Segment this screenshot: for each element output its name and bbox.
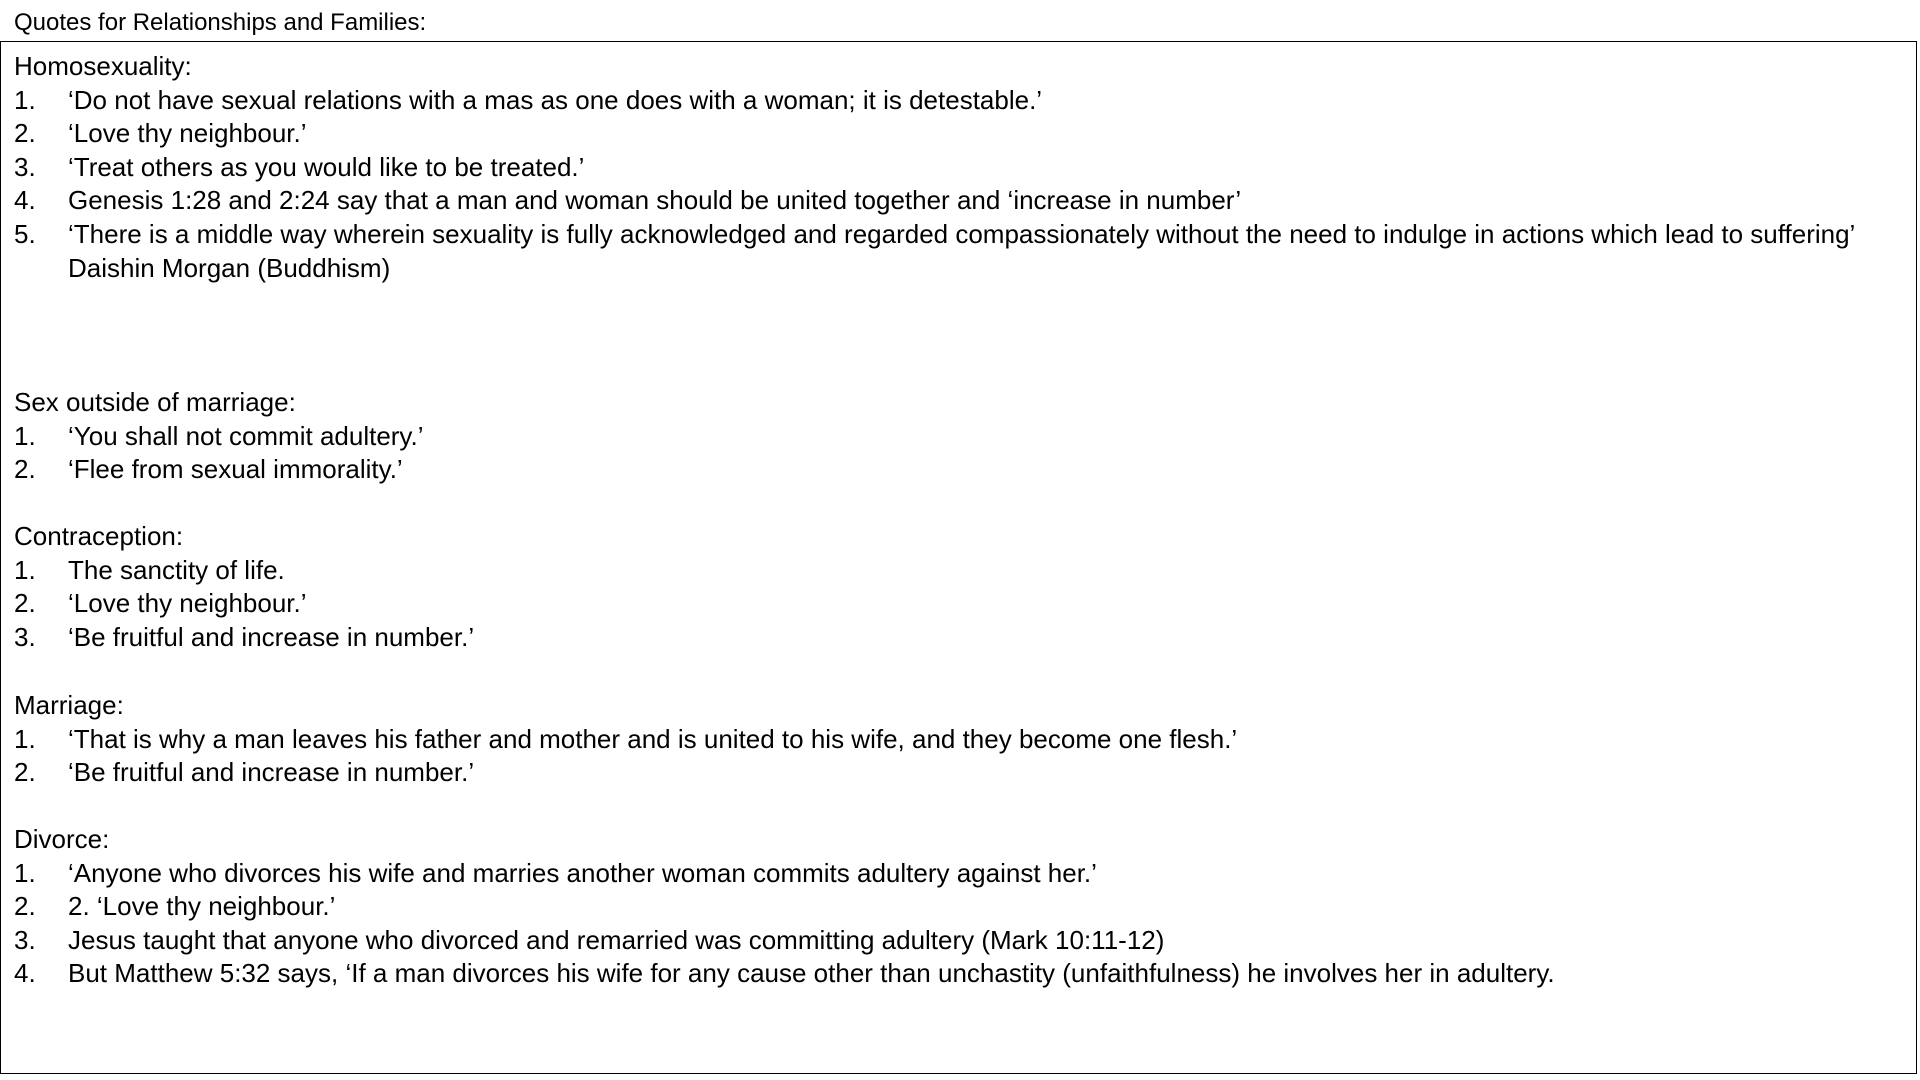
item-number: 2.: [14, 588, 36, 619]
item-text: ‘Be fruitful and increase in number.’: [68, 621, 475, 652]
quote-item: [14, 924, 1894, 958]
item-number: 1.: [14, 723, 36, 754]
item-text: ‘Flee from sexual immorality.’: [68, 454, 403, 485]
item-number: 2.: [14, 757, 36, 788]
item-text: ‘Be fruitful and increase in number.’: [68, 757, 475, 788]
item-text: ‘Love thy neighbour.’: [68, 118, 307, 149]
quote-item: [14, 890, 1894, 924]
section-contraception: [14, 520, 1894, 654]
section-divorce: [14, 823, 1894, 991]
item-text: Genesis 1:28 and 2:24 say that a man and woman should be united together and ‘increase in number’: [68, 185, 1242, 216]
item-number: 3.: [14, 151, 36, 182]
section-homosexuality: [14, 50, 1894, 285]
item-text: ‘That is why a man leaves his father and mother and is united to his wife, and they become one flesh.’: [68, 723, 1238, 754]
quote-item: [14, 84, 1894, 118]
item-text: ‘There is a middle way wherein sexuality is fully acknowledged and regarded compassionately without the need to indulge in actions which lead to suffering’ Daishin Morgan (Buddhism): [68, 218, 1855, 283]
quote-list: [14, 420, 1894, 487]
document-title: Quotes for Relationships and Families:: [14, 9, 427, 36]
section-heading: Marriage:: [14, 690, 124, 720]
item-text: ‘Treat others as you would like to be treated.’: [68, 151, 585, 182]
quote-item: [14, 957, 1894, 991]
item-text: But Matthew 5:32 says, ‘If a man divorces his wife for any cause other than unchastity (unfaithfulness) he involves her in adultery.: [68, 958, 1555, 989]
item-number: 4.: [14, 185, 36, 216]
item-text: ‘You shall not commit adultery.’: [68, 420, 424, 451]
item-number: 2.: [14, 891, 36, 922]
quote-item: [14, 621, 1894, 655]
item-text: ‘Do not have sexual relations with a mas as one does with a woman; it is detestable.’: [68, 84, 1043, 115]
quote-item: [14, 218, 1894, 285]
item-number: 1.: [14, 420, 36, 451]
item-text: Jesus taught that anyone who divorced and remarried was committing adultery (Mark 10:11-12): [68, 924, 1165, 955]
item-text: The sanctity of life.: [68, 554, 285, 585]
quote-item: [14, 756, 1894, 790]
quote-list: [14, 84, 1894, 286]
quote-item: [14, 453, 1894, 487]
item-number: 1.: [14, 554, 36, 585]
item-number: 3.: [14, 924, 36, 955]
quote-list: [14, 554, 1894, 655]
quote-item: [14, 857, 1894, 891]
item-number: 3.: [14, 621, 36, 652]
quote-item: [14, 723, 1894, 757]
item-number: 4.: [14, 958, 36, 989]
item-number: 1.: [14, 857, 36, 888]
section-heading: Divorce:: [14, 824, 110, 854]
item-number: 5.: [14, 218, 36, 249]
quote-list: [14, 857, 1894, 991]
quote-item: [14, 554, 1894, 588]
quote-item: [14, 587, 1894, 621]
item-text: ‘Love thy neighbour.’: [68, 588, 307, 619]
section-heading: Contraception:: [14, 521, 184, 551]
section-sex-outside-marriage: [14, 386, 1894, 487]
quote-item: [14, 151, 1894, 185]
quote-item: [14, 117, 1894, 151]
quote-item: [14, 420, 1894, 454]
section-heading: Sex outside of marriage:: [14, 387, 296, 417]
quote-item: [14, 184, 1894, 218]
item-text: 2. ‘Love thy neighbour.’: [68, 891, 336, 922]
section-marriage: [14, 689, 1894, 790]
item-number: 1.: [14, 84, 36, 115]
item-text: ‘Anyone who divorces his wife and marries another woman commits adultery against her.’: [68, 857, 1097, 888]
item-number: 2.: [14, 118, 36, 149]
item-number: 2.: [14, 454, 36, 485]
section-heading: Homosexuality:: [14, 51, 192, 81]
quote-list: [14, 723, 1894, 790]
